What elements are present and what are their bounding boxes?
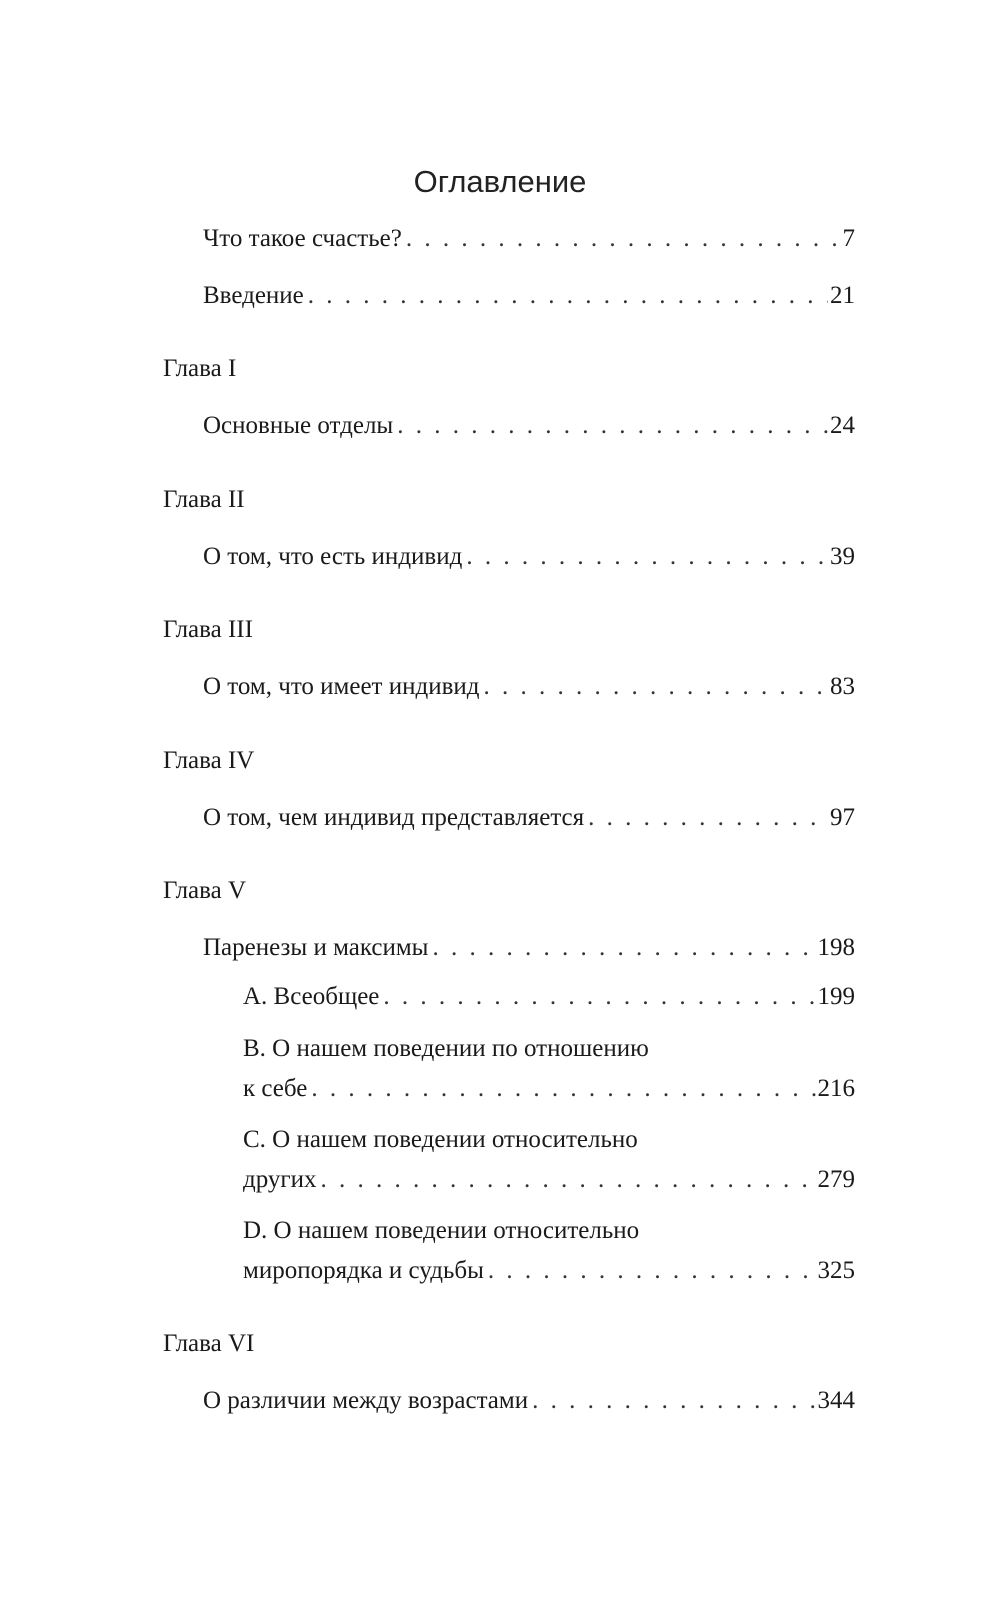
chapter-heading: Глава V <box>163 877 247 904</box>
toc-subentry-label: миропорядка и судьбы <box>243 1257 484 1284</box>
leader-dots <box>321 1163 816 1197</box>
toc-subentry-label: к себе <box>243 1075 308 1102</box>
toc-subentry-line[interactable]: D. О нашем поведении относительно <box>243 1217 640 1244</box>
toc-subentry-page: 279 <box>817 1166 855 1193</box>
toc-subentry[interactable] <box>243 1072 855 1106</box>
toc-entry-page: 344 <box>817 1387 855 1414</box>
toc-entry-label: Паренезы и максимы <box>203 934 429 961</box>
toc-entry-label: О различии между возрастами <box>203 1387 529 1414</box>
toc-entry[interactable] <box>203 1384 855 1418</box>
chapter-heading: Глава I <box>163 355 237 382</box>
toc-entry-label: Основные отделы <box>203 412 394 439</box>
leader-dots <box>532 1384 815 1418</box>
toc-entry[interactable] <box>203 222 855 256</box>
leader-dots <box>397 409 828 443</box>
toc-subentry-label: A. Всеобщее <box>243 983 380 1010</box>
toc-entry[interactable] <box>203 279 855 313</box>
toc-subentry[interactable] <box>243 1163 855 1197</box>
toc-entry-page: 39 <box>830 543 855 570</box>
leader-dots <box>432 931 815 965</box>
leader-dots <box>466 540 828 574</box>
toc-subentry[interactable] <box>243 980 855 1014</box>
toc-entry-label: О том, что имеет индивид <box>203 673 480 700</box>
leader-dots <box>588 801 828 835</box>
toc-entry-label: О том, чем индивид представляется <box>203 804 585 831</box>
chapter-heading: Глава VI <box>163 1330 255 1357</box>
toc-title: Оглавление <box>413 164 587 199</box>
toc-entry-page: 7 <box>842 225 855 252</box>
leader-dots <box>484 670 829 704</box>
leader-dots <box>383 980 815 1014</box>
toc-entry[interactable] <box>203 670 855 704</box>
toc-entry-page: 83 <box>830 673 855 700</box>
leader-dots <box>308 279 828 313</box>
leader-dots <box>406 222 841 256</box>
toc-entry-page: 21 <box>830 282 855 309</box>
toc-subentry-label: других <box>243 1166 317 1193</box>
toc-subentry-page: 325 <box>817 1257 855 1284</box>
toc-entry[interactable] <box>203 540 855 574</box>
toc-entry-page: 97 <box>830 804 855 831</box>
toc-entry-page: 198 <box>817 934 855 961</box>
toc-entry[interactable] <box>203 801 855 835</box>
toc-subentry-page: 199 <box>817 983 855 1010</box>
toc-subentry[interactable] <box>243 1254 855 1288</box>
toc-subentry-page: 216 <box>817 1075 855 1102</box>
leader-dots <box>488 1254 816 1288</box>
chapter-heading: Глава IV <box>163 747 255 774</box>
toc-subentry-line[interactable]: C. О нашем поведении относительно <box>243 1126 638 1153</box>
chapter-heading: Глава II <box>163 486 245 513</box>
chapter-heading: Глава III <box>163 616 253 643</box>
leader-dots <box>311 1072 815 1106</box>
toc-entry[interactable] <box>203 409 855 443</box>
toc-entry-label: О том, что есть индивид <box>203 543 463 570</box>
toc-entry-label: Введение <box>203 282 304 309</box>
toc-subentry-line[interactable]: B. О нашем поведении по отношению <box>243 1035 649 1062</box>
toc-entry-page: 24 <box>830 412 855 439</box>
toc-entry-label: Что такое счастье? <box>203 225 402 252</box>
toc-entry[interactable] <box>203 931 855 965</box>
